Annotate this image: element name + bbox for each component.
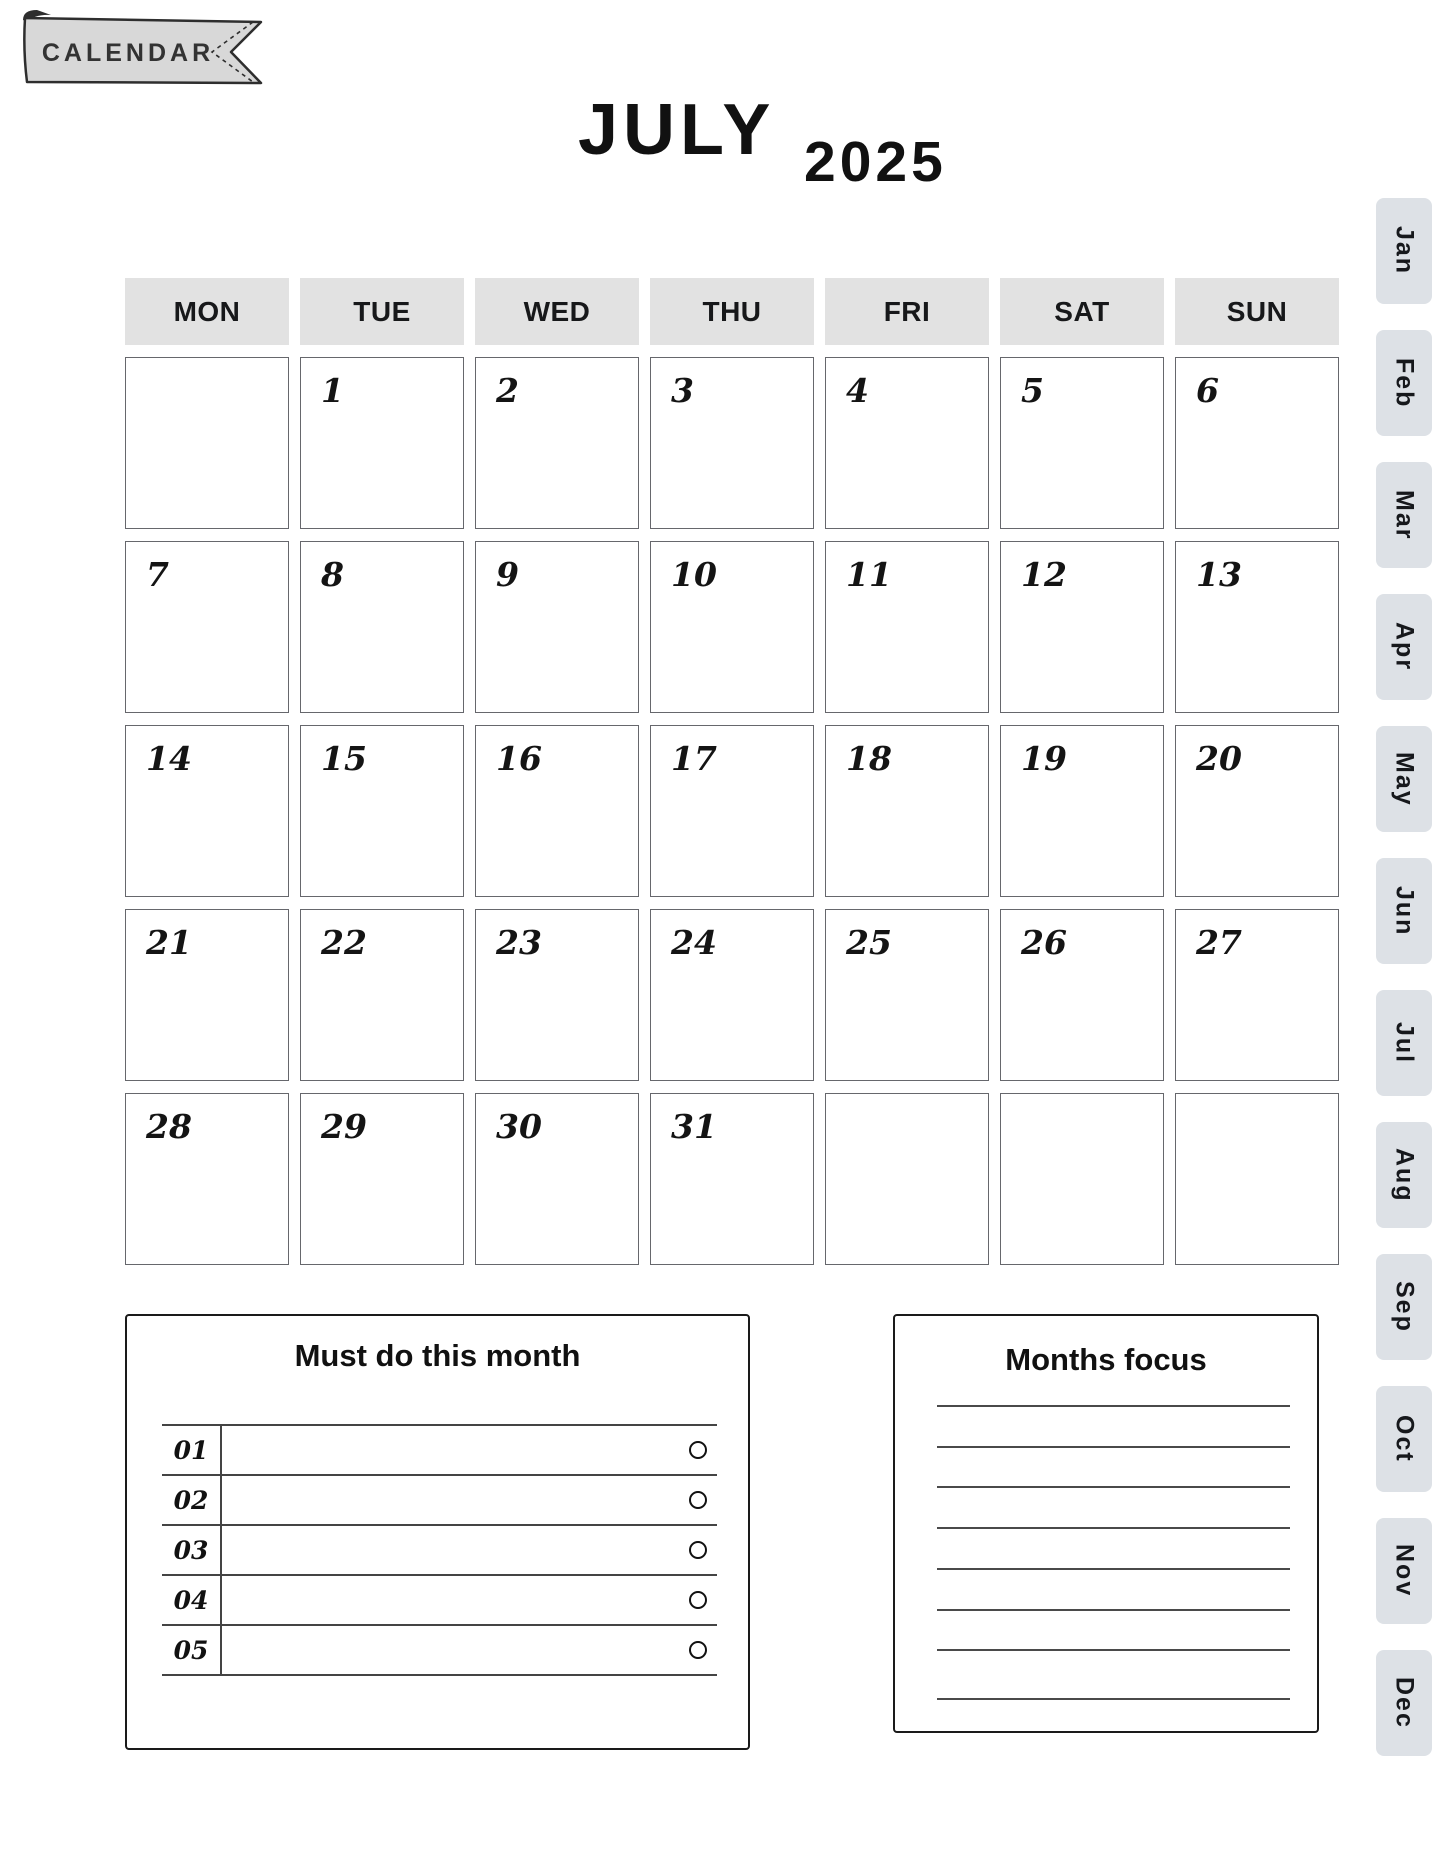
- day-number: 27: [1196, 923, 1242, 962]
- day-number: 11: [846, 555, 892, 594]
- day-cell-20[interactable]: [1175, 725, 1339, 897]
- day-number: 24: [671, 923, 717, 962]
- day-number: 4: [846, 371, 869, 410]
- day-number: 2: [496, 371, 519, 410]
- tab-mar[interactable]: Mar: [1376, 462, 1432, 568]
- weekday-header-sat: SAT: [1000, 278, 1164, 345]
- day-number: 26: [1021, 923, 1067, 962]
- day-number: 15: [321, 739, 367, 778]
- day-number: 17: [671, 739, 717, 778]
- todo-row: [162, 1624, 717, 1674]
- day-number: 29: [321, 1107, 367, 1146]
- day-cell-18[interactable]: [825, 725, 989, 897]
- day-cell-empty[interactable]: [1175, 1093, 1339, 1265]
- day-cell-19[interactable]: [1000, 725, 1164, 897]
- day-cell-10[interactable]: [650, 541, 814, 713]
- day-cell-2[interactable]: [475, 357, 639, 529]
- todo-input-line[interactable]: [222, 1426, 717, 1474]
- weekday-header-wed: WED: [475, 278, 639, 345]
- focus-line: [937, 1609, 1290, 1611]
- todo-input-line[interactable]: [222, 1576, 717, 1624]
- tab-jun[interactable]: Jun: [1376, 858, 1432, 964]
- page-title-month: JULY: [578, 90, 776, 170]
- day-number: 5: [1021, 371, 1044, 410]
- day-cell-empty[interactable]: [1000, 1093, 1164, 1265]
- todo-row: [162, 1524, 717, 1574]
- must-do-title: Must do this month: [294, 1338, 581, 1373]
- calendar-ribbon: [18, 8, 278, 94]
- day-number: 10: [671, 555, 717, 594]
- day-cell-1[interactable]: [300, 357, 464, 529]
- day-cell-27[interactable]: [1175, 909, 1339, 1081]
- day-cell-29[interactable]: [300, 1093, 464, 1265]
- day-cell-12[interactable]: [1000, 541, 1164, 713]
- todo-row-number: 02: [162, 1476, 222, 1524]
- tab-feb[interactable]: Feb: [1376, 330, 1432, 436]
- weekday-header-thu: THU: [650, 278, 814, 345]
- day-number: 31: [671, 1107, 717, 1146]
- tab-sep[interactable]: Sep: [1376, 1254, 1432, 1360]
- months-focus-title: Months focus: [1005, 1342, 1207, 1377]
- months-focus-box: [893, 1314, 1319, 1733]
- todo-row-number: 04: [162, 1576, 222, 1624]
- day-cell-empty[interactable]: [825, 1093, 989, 1265]
- todo-check-circle[interactable]: [689, 1541, 707, 1559]
- day-cell-13[interactable]: [1175, 541, 1339, 713]
- day-number: 22: [321, 923, 367, 962]
- calendar-grid: [125, 278, 1339, 1265]
- todo-row: [162, 1474, 717, 1524]
- day-cell-31[interactable]: [650, 1093, 814, 1265]
- tab-jul[interactable]: Jul: [1376, 990, 1432, 1096]
- todo-input-line[interactable]: [222, 1526, 717, 1574]
- day-number: 8: [321, 555, 344, 594]
- day-cell-empty[interactable]: [125, 357, 289, 529]
- tab-dec[interactable]: Dec: [1376, 1650, 1432, 1756]
- todo-check-circle[interactable]: [689, 1491, 707, 1509]
- day-number: 21: [146, 923, 192, 962]
- day-number: 16: [496, 739, 542, 778]
- day-cell-26[interactable]: [1000, 909, 1164, 1081]
- day-number: 6: [1196, 371, 1219, 410]
- day-number: 25: [846, 923, 892, 962]
- day-cell-7[interactable]: [125, 541, 289, 713]
- day-cell-11[interactable]: [825, 541, 989, 713]
- day-cell-24[interactable]: [650, 909, 814, 1081]
- todo-row: [162, 1574, 717, 1624]
- day-number: 19: [1021, 739, 1067, 778]
- todo-input-line[interactable]: [222, 1476, 717, 1524]
- focus-line: [937, 1568, 1290, 1570]
- day-cell-22[interactable]: [300, 909, 464, 1081]
- weekday-header-mon: MON: [125, 278, 289, 345]
- ribbon-label: CALENDAR: [41, 39, 215, 67]
- day-cell-3[interactable]: [650, 357, 814, 529]
- weekday-header-sun: SUN: [1175, 278, 1339, 345]
- day-cell-15[interactable]: [300, 725, 464, 897]
- day-number: 14: [146, 739, 192, 778]
- day-cell-4[interactable]: [825, 357, 989, 529]
- day-number: 23: [496, 923, 542, 962]
- focus-line: [937, 1527, 1290, 1529]
- todo-input-line[interactable]: [222, 1626, 717, 1674]
- day-number: 13: [1196, 555, 1242, 594]
- day-number: 20: [1196, 739, 1242, 778]
- day-cell-21[interactable]: [125, 909, 289, 1081]
- todo-row-number: 03: [162, 1526, 222, 1574]
- day-number: 7: [146, 555, 169, 594]
- day-number: 1: [321, 371, 344, 410]
- page-title-year: 2025: [804, 130, 947, 194]
- focus-line: [937, 1405, 1290, 1407]
- day-cell-5[interactable]: [1000, 357, 1164, 529]
- focus-line: [937, 1446, 1290, 1448]
- day-cell-6[interactable]: [1175, 357, 1339, 529]
- day-number: 30: [496, 1107, 542, 1146]
- day-number: 12: [1021, 555, 1067, 594]
- tab-oct[interactable]: Oct: [1376, 1386, 1432, 1492]
- day-cell-8[interactable]: [300, 541, 464, 713]
- day-cell-28[interactable]: [125, 1093, 289, 1265]
- day-number: 28: [146, 1107, 192, 1146]
- todo-check-circle[interactable]: [689, 1591, 707, 1609]
- day-cell-17[interactable]: [650, 725, 814, 897]
- day-cell-25[interactable]: [825, 909, 989, 1081]
- tab-nov[interactable]: Nov: [1376, 1518, 1432, 1624]
- weekday-header-fri: FRI: [825, 278, 989, 345]
- tab-apr[interactable]: Apr: [1376, 594, 1432, 700]
- weekday-header-tue: TUE: [300, 278, 464, 345]
- day-number: 9: [496, 555, 519, 594]
- day-cell-23[interactable]: [475, 909, 639, 1081]
- day-cell-9[interactable]: [475, 541, 639, 713]
- tab-jan[interactable]: Jan: [1376, 198, 1432, 304]
- tab-may[interactable]: May: [1376, 726, 1432, 832]
- focus-line: [937, 1649, 1290, 1651]
- focus-line: [937, 1698, 1290, 1700]
- day-cell-30[interactable]: [475, 1093, 639, 1265]
- todo-row-number: 05: [162, 1626, 222, 1674]
- day-cell-14[interactable]: [125, 725, 289, 897]
- todo-row: [162, 1424, 717, 1474]
- must-do-box: [125, 1314, 750, 1750]
- day-number: 18: [846, 739, 892, 778]
- day-number: 3: [671, 371, 694, 410]
- tab-aug[interactable]: Aug: [1376, 1122, 1432, 1228]
- focus-line: [937, 1486, 1290, 1488]
- todo-check-circle[interactable]: [689, 1441, 707, 1459]
- day-cell-16[interactable]: [475, 725, 639, 897]
- todo-list: [162, 1424, 717, 1676]
- todo-row-number: 01: [162, 1426, 222, 1474]
- todo-check-circle[interactable]: [689, 1641, 707, 1659]
